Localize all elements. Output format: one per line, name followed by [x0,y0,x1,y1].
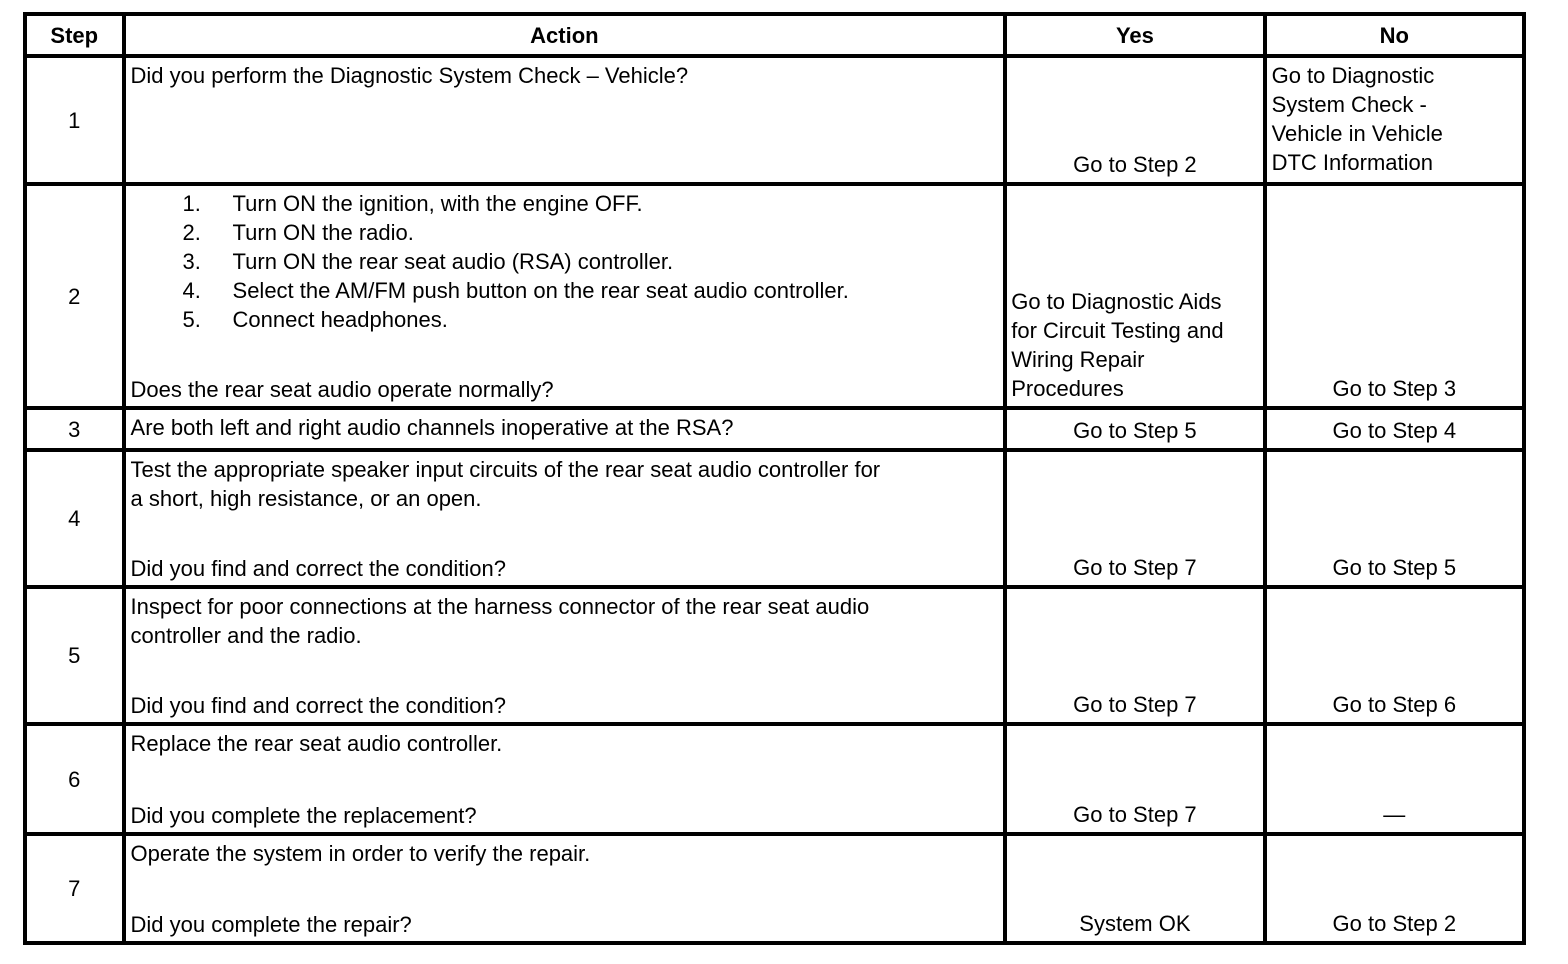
action-text: Test the appropriate speaker input circuits of the rear seat audio controller for a short, high resistance, or an open. [130,457,881,511]
table-row [25,450,1524,587]
action-text: Operate the system in order to verify the repair. [130,841,591,866]
no-result: Go to Diagnostic System Check - Vehicle in Vehicle DTC Information [1265,56,1524,184]
action-cell [124,587,1006,724]
procedure-list [131,189,1000,334]
yes-result: Go to Step 7 [1005,587,1264,724]
yes-result: Go to Step 2 [1005,56,1264,184]
step-number: 1 [25,56,124,184]
action-question: Did you find and correct the condition? [130,693,506,718]
table-row [25,184,1524,408]
header-action: Action [124,14,1006,56]
action-text: Did you perform the Diagnostic System Check – Vehicle? [130,63,689,88]
action-question: Does the rear seat audio operate normally? [130,377,554,402]
action-text: Are both left and right audio channels inoperative at the RSA? [130,415,734,440]
no-result: Go to Step 6 [1265,587,1524,724]
list-item: 3. Turn ON the rear seat audio (RSA) controller. [182,249,674,274]
action-cell [124,834,1006,943]
yes-result: Go to Step 7 [1005,450,1264,587]
list-item: 2. Turn ON the radio. [182,220,414,245]
table-row [25,834,1524,943]
step-number: 3 [25,408,124,450]
yes-result: Go to Step 7 [1005,724,1264,834]
action-cell [124,724,1006,834]
list-item: 1. Turn ON the ignition, with the engine OFF. [182,191,643,216]
action-cell [124,408,1006,450]
step-number: 6 [25,724,124,834]
table-row [25,587,1524,724]
action-text: Inspect for poor connections at the harness connector of the rear seat audio controller and the radio. [130,594,870,648]
no-result: Go to Step 2 [1265,834,1524,943]
action-question: Did you complete the repair? [130,912,412,937]
action-question: Did you find and correct the condition? [130,556,506,581]
yes-result: Go to Step 5 [1005,408,1264,450]
step-number: 4 [25,450,124,587]
step-number: 2 [25,184,124,408]
step-number: 7 [25,834,124,943]
no-result: Go to Step 3 [1265,184,1524,408]
yes-result: Go to Diagnostic Aids for Circuit Testing and Wiring Repair Procedures [1005,184,1264,408]
action-cell [124,184,1006,408]
list-item: 4. Select the AM/FM push button on the rear seat audio controller. [182,278,849,303]
no-result: — [1265,724,1524,834]
header-no: No [1265,14,1524,56]
action-cell [124,450,1006,587]
action-question: Did you complete the replacement? [130,803,477,828]
diagnostic-table [23,12,1526,945]
action-cell [124,56,1006,184]
table-row [25,724,1524,834]
header-row [25,14,1524,56]
action-text: Replace the rear seat audio controller. [130,731,503,756]
table-row [25,56,1524,184]
header-yes: Yes [1005,14,1264,56]
header-step: Step [25,14,124,56]
list-item: 5. Connect headphones. [182,307,448,332]
no-result: Go to Step 5 [1265,450,1524,587]
table-row [25,408,1524,450]
yes-result: System OK [1005,834,1264,943]
step-number: 5 [25,587,124,724]
no-result: Go to Step 4 [1265,408,1524,450]
